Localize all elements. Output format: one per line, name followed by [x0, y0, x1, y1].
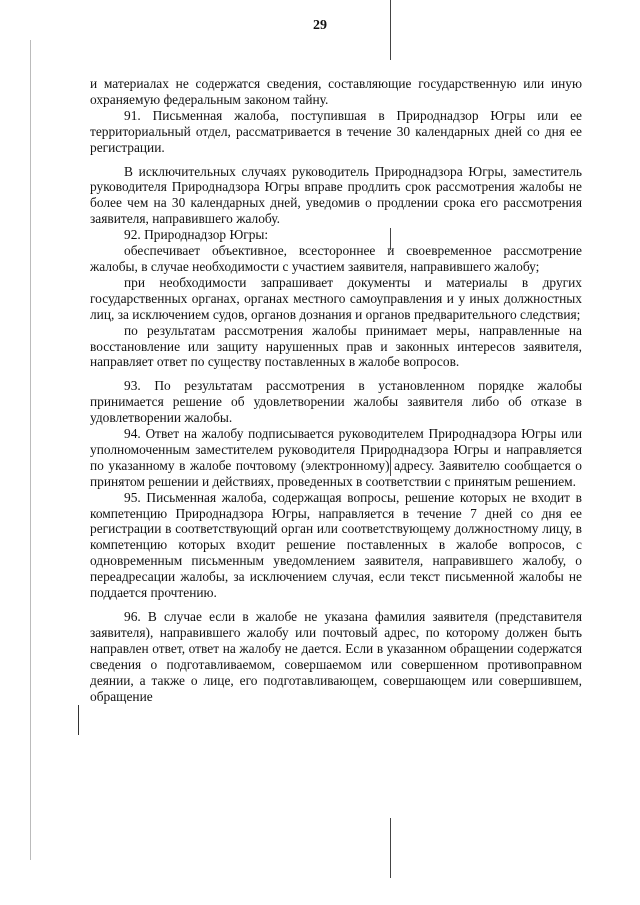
paragraph-91: 91. Письменная жалоба, поступившая в Природнадзор Югры или ее территориальный отдел, рассматривается в течение 30 календарных дней со дня ее регистрации.: [90, 107, 582, 155]
paragraph-95: 95. Письменная жалоба, содержащая вопросы, решение которых не входит в компетенцию Природнадзора Югры, направляется в течение 7 дней со дня ее регистрации в соответствующий орган или соответствующему должностному лицу, в компетенцию которых входит решение поставленных в жалобе вопросов, с одновременным письменным уведомлением заявителя, направившего жалобу, о переадресации жалобы, за исключением случая, если текст письменной жалобы не поддается прочтению.: [90, 489, 582, 601]
paragraph-92: 92. Природнадзор Югры:: [124, 227, 269, 243]
paragraph-96: 96. В случае если в жалобе не указана фамилия заявителя (представителя заявителя), направившего жалобу или почтовый адрес, по которому должен быть направлен ответ, ответ на жалобу не дается. Если в указанном обращении содержатся сведения о подготавливаемом, совершаемом или совершенном противоправном деянии, а также о лице, его подготавливающем, совершающем или совершившем, обращение: [90, 609, 582, 704]
scan-line-mid-3: [390, 818, 391, 878]
scan-line-top: [390, 0, 391, 60]
paragraph-91-extension: В исключительных случаях руководитель Природнадзора Югры, заместитель руководителя Природнадзора Югры вправе продлить срок рассмотрения жалобы не более чем на 30 календарных дней, уведомив о продлении срока его рассмотрения заявителя, направившего жалобу.: [90, 163, 582, 227]
paragraph-continuation: и материалах не содержатся сведения, составляющие государственную или иную охраняемую федеральным законом тайну.: [90, 76, 582, 107]
page-number: 29: [313, 18, 327, 33]
document-body: [90, 76, 582, 704]
scan-line-left: [30, 40, 31, 860]
paragraph-92-item-2: при необходимости запрашивает документы и материалы в других государственных органах, органах местного самоуправления и у иных должностных лиц, за исключением судов, органов дознания и органов предварительного следствия;: [90, 274, 582, 322]
paragraph-94: 94. Ответ на жалобу подписывается руководителем Природнадзора Югры или уполномоченным заместителем руководителя Природнадзора Югры и направляется по указанному в жалобе почтовому (электронному) адресу. Заявителю сообщается о принятом решении и действиях, проведенных в соответствии с принятым решением.: [90, 426, 582, 489]
paragraph-92-item-1: обеспечивает объективное, всестороннее и своевременное рассмотрение жалобы, в случае необходимости с участием заявителя, направившего жалобу;: [90, 243, 582, 274]
paragraph-93: 93. По результатам рассмотрения в установленном порядке жалобы принимается решение об удовлетворении жалобы заявителя либо об отказе в удовлетворении жалобы.: [90, 378, 582, 426]
paragraph-92-item-3: по результатам рассмотрения жалобы принимает меры, направленные на восстановление или защиту нарушенных прав и законных интересов заявителя, направляет ответ по существу поставленных в жалобе вопросов.: [90, 322, 582, 370]
scan-line-left-mark: [78, 705, 79, 735]
